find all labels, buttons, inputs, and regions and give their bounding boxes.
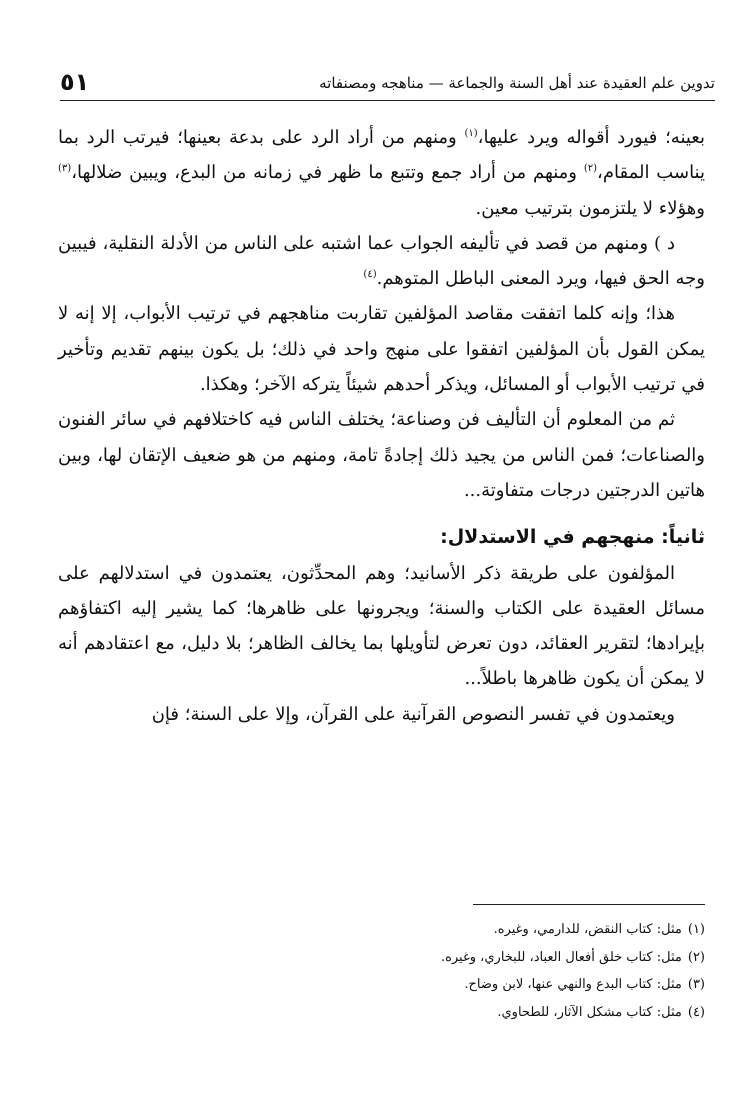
paragraph-1-text-a: بعينه؛ فيورد أقواله ويرد عليها، [477,127,705,148]
footnote-ref-2: (٢) [583,163,598,175]
paragraph-1 [58,120,705,226]
footnote-4 [58,999,705,1027]
paragraph-1-text-c: ومنهم من أراد جمع وتتبع ما ظهر في زمانه من البدع، ويبين ضلالها، [71,162,584,184]
body-text [58,120,705,732]
footnote-rule [473,904,705,905]
paragraph-5: المؤلفون على طريقة ذكر الأسانيد؛ وهم المحدِّثون، يعتمدون في استدلالهم على مسائل العقيدة على الكتاب والسنة؛ ويجرونها على ظاهرها؛ كما يشير إليه اكتفاؤهم بإيرادها؛ لتقرير العقائد، دون تعرض لتأويلها بما يخالف الظاهر؛ بلا دليل، مع اعتقادهم أنه لا يمكن أن يكون ظاهرها باطلاً... [58,562,705,690]
footnote-2 [58,944,705,972]
footnote-ref-1: (١) [464,128,478,139]
footnote-number: (٣) [687,977,705,992]
footnote-ref-4: (٤) [363,269,377,281]
footnotes [58,916,705,1026]
page-number: ٥١ [60,68,90,96]
paragraph-1-text-d: وهؤلاء لا يلتزمون بترتيب معين. [475,197,705,219]
paragraph-2-text: د ) ومنهم من قصد في تأليفه الجواب عما اشتبه على الناس من الأدلة النقلية، فيبين وجه الحق فيها، ويرد المعنى الباطل المتوهم. [58,232,705,290]
paragraph-4: ثم من المعلوم أن التأليف فن وصناعة؛ يختلف الناس فيه كاختلافهم في سائر الفنون والصناعات؛ فمن الناس من يجيد ذلك إجادةً تامة، ومنهم من هو ضعيف الإتقان لها، وبين هاتين الدرجتين درجات متفاوتة... [58,409,705,501]
footnote-number: (٤) [687,1004,705,1020]
footnote-number: (١) [687,922,705,937]
paragraph-1-text-b: ومنهم من أراد الرد على بدعة بعينها؛ فيرتب الرد بما يناسب المقام، [58,127,705,184]
footnote-text: مثل: كتاب خلق أفعال العباد، للبخاري، وغيره. [440,949,682,965]
paragraph-2 [58,226,705,297]
footnote-ref-3: (٣) [58,163,72,175]
paragraph-3: هذا؛ وإنه كلما اتفقت مقاصد المؤلفين تقاربت مناهجهم في ترتيب الأبواب، إلا إنه لا يمكن القول بأن المؤلفين اتفقوا على منهج واحد في ذلك؛ بل يكون بينهم تقديم وتأخير في ترتيب الأبواب أو المسائل، ويذكر أحدهم شيئاً يتركه الآخر؛ وهكذا. [58,303,705,396]
footnote-3 [58,971,705,999]
footnote-1 [58,916,705,944]
running-header-title: تدوين علم العقيدة عند أهل السنة والجماعة — مناهجه ومصنفاته [319,74,715,92]
paragraph-6: ويعتمدون في تفسر النصوص القرآنية على القرآن، وإلا على السنة؛ فإن [151,703,675,725]
header-rule [60,100,715,101]
footnote-text: مثل: كتاب النقض، للدارمي، وغيره. [493,922,682,937]
section-heading: ثانياً: منهجهم في الاستدلال: [440,526,705,549]
running-header [60,58,715,98]
footnote-text: مثل: كتاب مشكل الآثار، للطحاوي. [497,1004,682,1020]
footnote-text: مثل: كتاب البدع والنهي عنها، لابن وضاح. [464,977,682,992]
footnote-number: (٢) [687,949,705,965]
